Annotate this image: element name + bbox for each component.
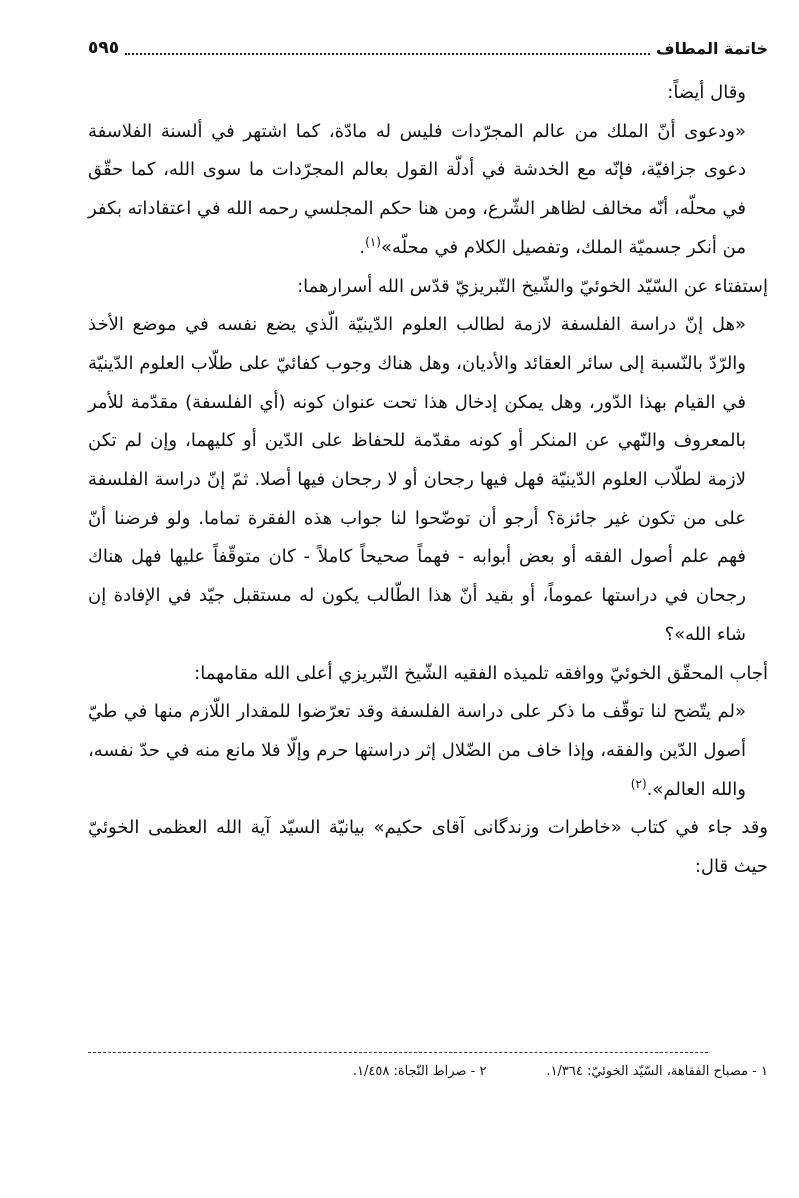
- footnote-separator: [88, 1052, 708, 1053]
- paragraph-closing: وقد جاء في كتاب «خاطرات وزندگانى آقاى حكيم» بيانيّة السيّد آية الله العظمى الخوئيّ حيث قال:: [88, 817, 768, 878]
- footnote-2: ٢ - صراط النّجاة: ١/٤٥٨.: [352, 1064, 487, 1079]
- footnotes: [88, 1062, 768, 1082]
- footnote-1: ١ - مصباح الفقاهة، السّيّد الخوئيّ: ١/٣٦٤.: [546, 1064, 768, 1079]
- footnote-ref-2: (٢): [630, 776, 647, 791]
- main-text: [88, 74, 768, 887]
- running-header: [88, 32, 768, 64]
- chapter-title: خاتمة المطاف: [656, 38, 768, 58]
- paragraph-question: «هل إنّ دراسة الفلسفة لازمة لطالب العلوم الدّينيّة الّذي يضع نفسه في موضع الأخذ والرّدّ بالنّسبة إلى سائر العقائد والأديان، وهل هناك وجوب كفائيّ على طلّاب العلوم الدّينيّة في القيام بهذا الدّور، وهل يمكن إدخال هذا تحت عنوان كونه (أي الفلسفة) مقدّمة للأمر بالمعروف والنّهي عن المنكر أو كونه مقدّمة للحفاظ على الدّين أو كليهما، وإن لم تكن لازمة لطلّاب العلوم الدّينيّة فهل فيها رجحان أو لا رجحان فيها أصلا. ثمّ إنّ دراسة الفلسفة على من تكون غير جائزة؟ أرجو أن توضّحوا لنا جواب هذه الفقرة تماما. ولو فرضنا أنّ فهم علم أصول الفقه أو بعض أبوابه - فهماً صحيحاً كاملاً - كان متوقّفاً عليها فهل هناك رجحان في دراستها عموماً، أو بقيد أنّ هذا الطّالب يكون له مستقبل جيّد في الإفادة إن شاء الله»؟: [88, 314, 746, 645]
- paragraph-answer-heading: أجاب المحقّق الخوئيّ ووافقه تلميذه الفقيه الشّيخ التّبريزي أعلى الله مقامهما:: [194, 662, 768, 684]
- dotted-leader: [125, 53, 650, 55]
- paragraph-answer: «لم يتّضح لنا توقّف ما ذكر على دراسة الفلسفة وقد تعرّضوا للمقدار اللّازم منها في طيّ أصول الدّين والفقه، وإذا خاف من الضّلال إثر دراستها حرم وإلّا فلا مانع منه في حدّ نفسه، والله العالم».$^{(٢)}$: [88, 701, 746, 800]
- paragraph-intro: وقال أيضاً:: [667, 82, 746, 103]
- footnote-ref-1: (١): [365, 234, 381, 249]
- paragraph-istifta-heading: إستفتاء عن السّيّد الخوئيّ والشّيخ التّبريزيّ قدّس الله أسرارهما:: [297, 275, 768, 297]
- paragraph-quote-1: «ودعوى أنّ الملك من عالم المجرّدات فليس له مادّة، كما اشتهر في ألسنة الفلاسفة دعوى جزافيّة، فإنّه مع الخدشة في أدلّة القول بعالم المجرّدات ما سوى الله، كما حقّق في محلّه، أنّه مخالف لظاهر الشّرع، ومن هنا حكم المجلسي رحمه الله في اعتقاداته بكفر من أنكر جسميّة الملك، وتفصيل الكلام في محلّه»$^{(١)}$.: [88, 120, 746, 258]
- page-number: ٥٩٥: [88, 38, 120, 58]
